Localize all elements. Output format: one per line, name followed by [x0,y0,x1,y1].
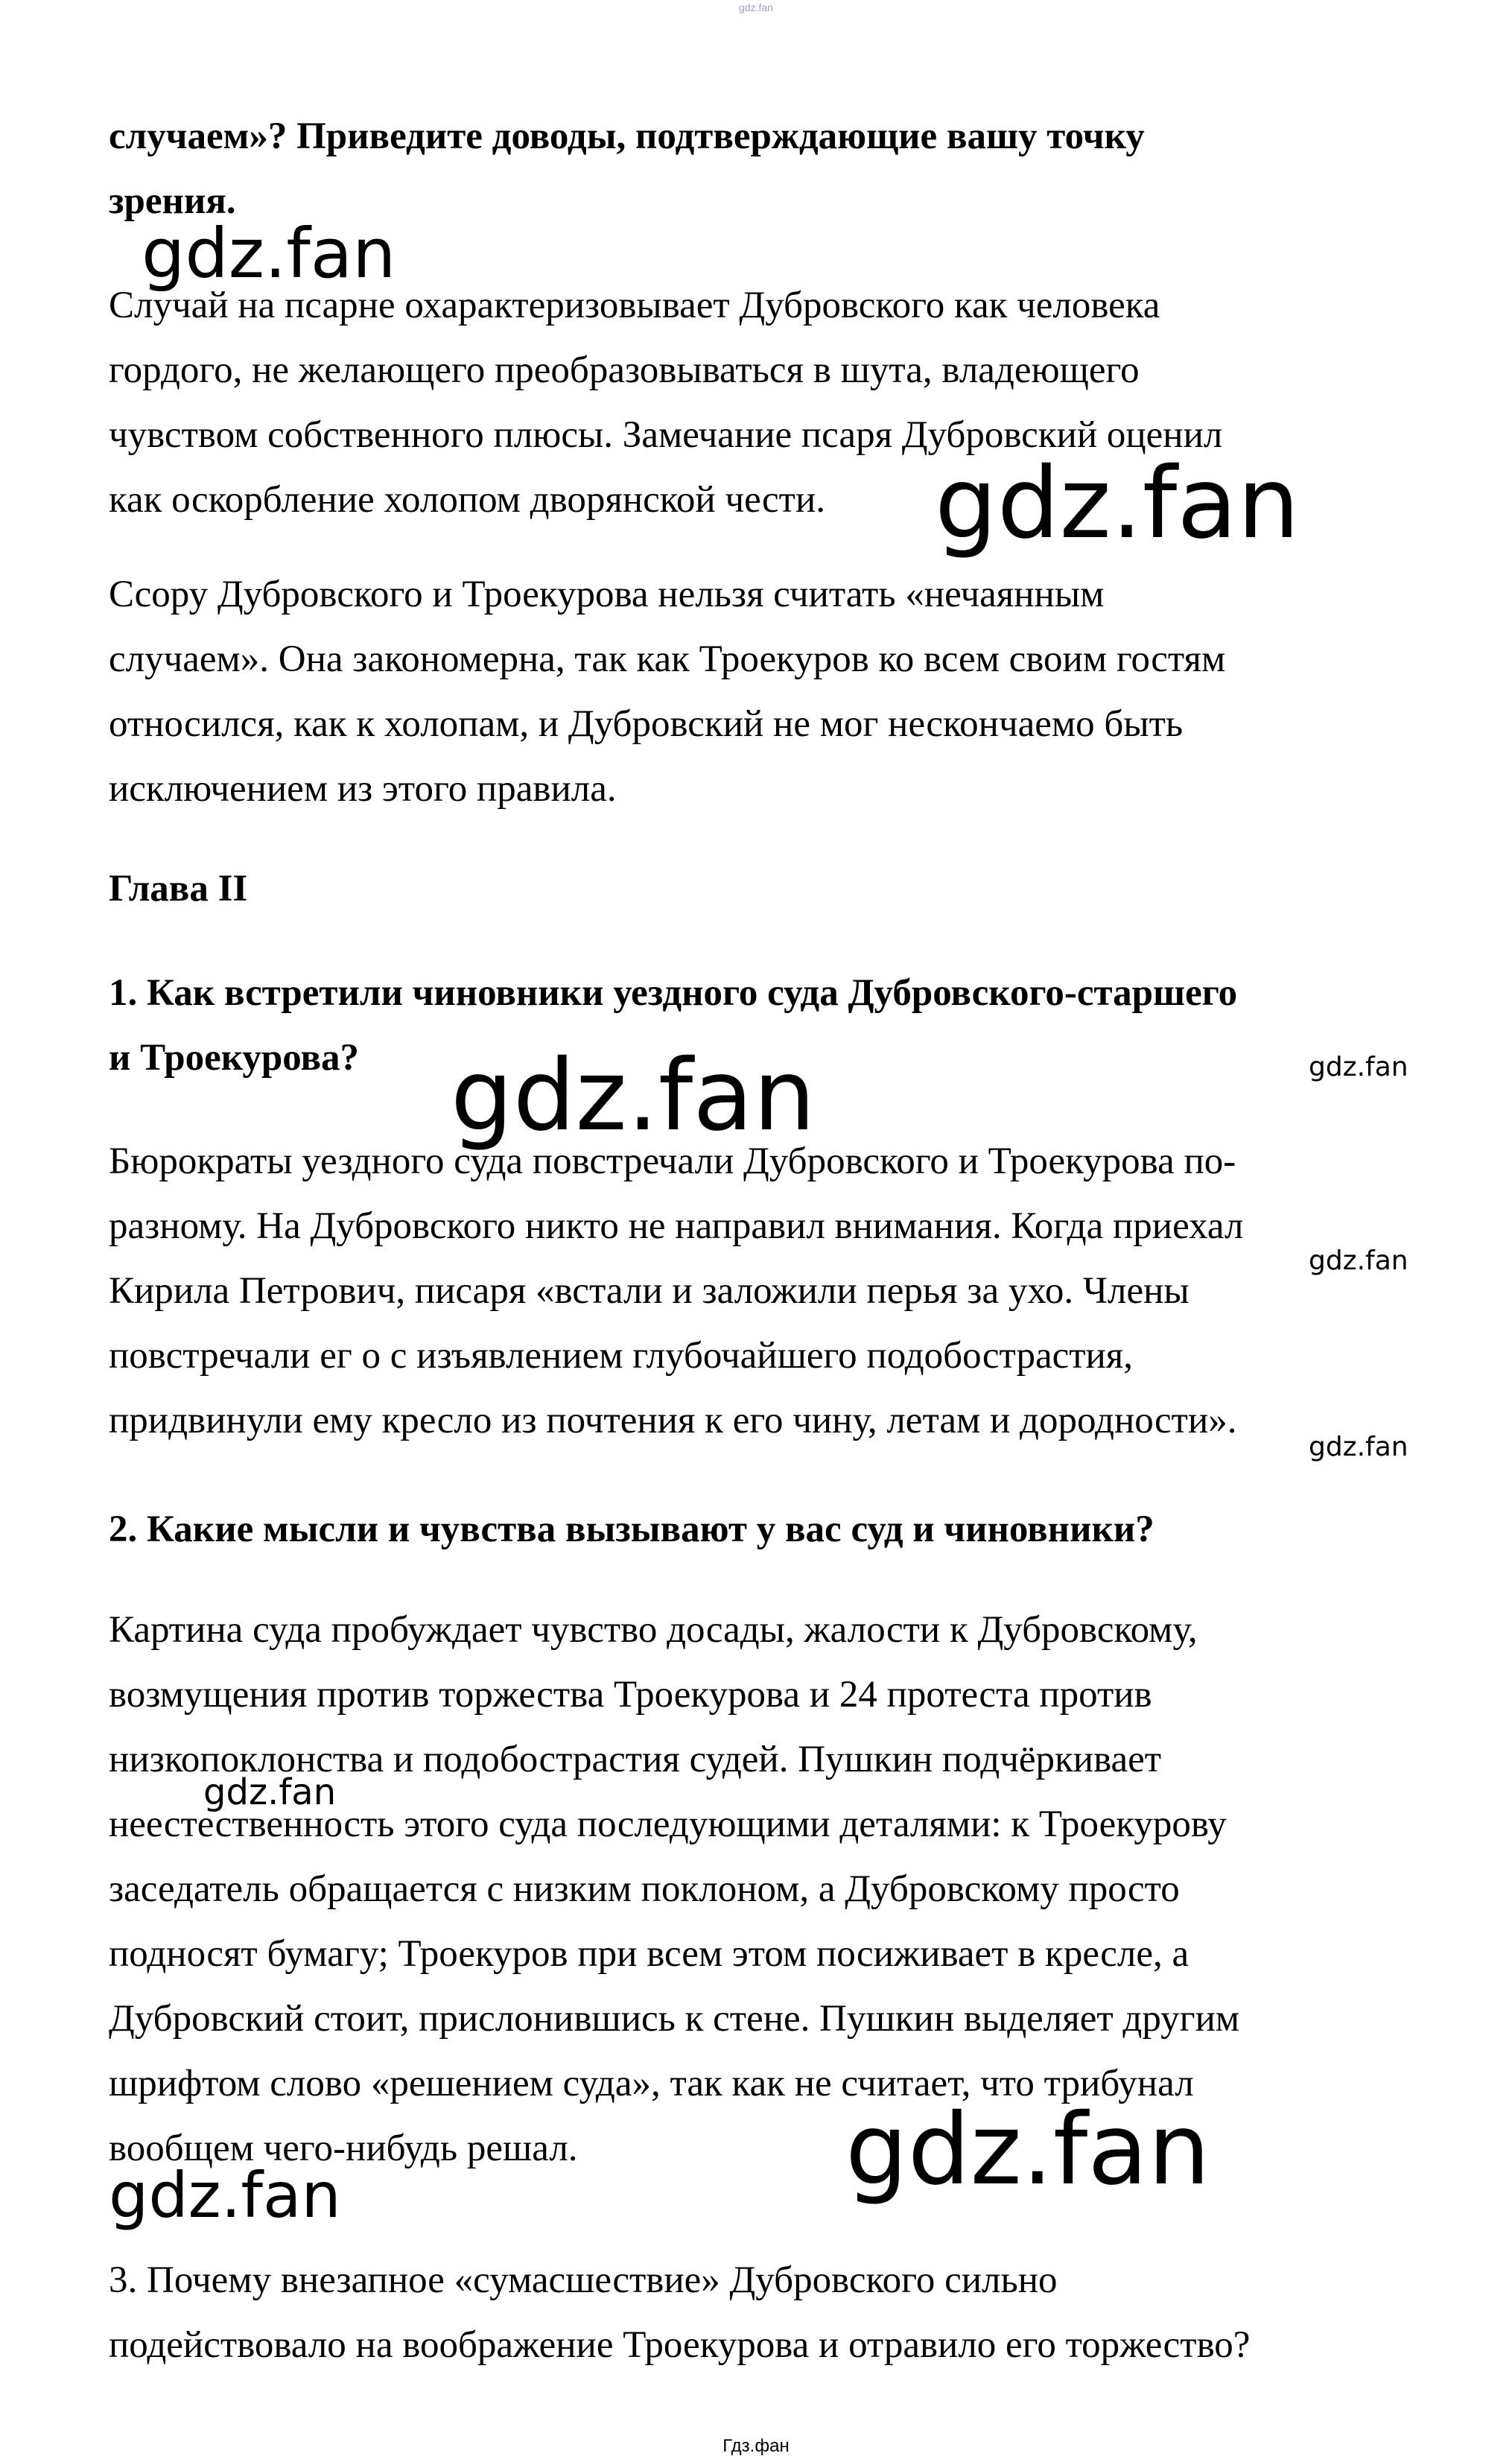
text-line: Случай на псарне охарактеризовывает Дубровского как человека [109,285,1160,326]
answer-2 [109,1598,1435,2181]
text-line: низкопоклонства и подобострастия судей. Пушкин подчёркивает [109,1739,1162,1780]
text-line: гордого, не желающего преобразовываться в шута, владеющего [109,349,1140,391]
text-line: вообщем чего-нибудь решал. [109,2128,578,2169]
text-line: разному. На Дубровского никто не направил внимания. Когда приехал [109,1205,1244,1247]
watermark: gdz.fan [1309,1432,1408,1462]
text-line: Ссору Дубровского и Троекурова нельзя считать «нечаянным [109,574,1105,615]
text-line: подносят бумагу; Троекуров при всем этом посиживает в кресле, а [109,1933,1189,1975]
text-line: зрения. [109,180,236,222]
text-line: 1. Как встретили чиновники уездного суда Дубровского-старшего [109,972,1238,1014]
answer-1 [109,1129,1435,1453]
watermark: gdz.fan [935,446,1300,561]
text-line: 3. Почему внезапное «сумасшествие» Дубровского сильно [109,2259,1058,2301]
text-line: заседатель обращается с низким поклоном, а Дубровскому просто [109,1868,1180,1910]
footer-mark: Гдз.фан [722,2436,790,2456]
chapter-title: Глава II [109,868,248,910]
text-line: шрифтом слово «решением суда», так как не считает, что трибунал [109,2063,1194,2104]
text-line: возмущения против торжества Троекурова и 24 протеста против [109,1674,1152,1716]
text-line: как оскорбление холопом дворянской чести. [109,479,826,521]
text-line: и Троекурова? [109,1037,360,1079]
text-line: Картина суда пробуждает чувство досады, жалости к Дубровскому, [109,1609,1198,1651]
text-line: Кирила Петрович, писаря «встали и заложили перья за ухо. Члены [109,1270,1189,1312]
watermark: gdz.fan [1309,1052,1408,1082]
watermark: gdz.fan [109,2159,341,2232]
text-line: исключением из этого правила. [109,768,617,810]
text-line: чувством собственного плюсы. Замечание псаря Дубровский оценил [109,414,1223,456]
answer-prev-paragraph-2 [109,562,1435,822]
question-2 [109,1497,1435,1562]
watermark: gdz.fan [451,1038,816,1153]
text-line: относился, как к холопам, и Дубровский не мог нескончаемо быть [109,703,1184,745]
text-line: неестественность этого суда последующими деталями: к Троекурову [109,1803,1227,1845]
question-3 [109,2248,1435,2378]
text-line: повстречали ег о с изъявлением глубочайшего подобострастия, [109,1335,1134,1377]
watermark: gdz.fan [1309,1246,1408,1276]
text-line: Дубровский стоит, прислонившись к стене. Пушкин выделяет другим [109,1998,1240,2040]
watermark: gdz.fan [203,1771,337,1813]
text-line: случаем». Она закономерна, так как Троекуров ко всем своим гостям [109,638,1226,680]
watermark: gdz.fan [845,2093,1210,2207]
text-line: случаем»? Приведите доводы, подтверждающие вашу точку [109,115,1145,157]
text-line: Бюрократы уездного суда повстречали Дубровского и Троекурова по- [109,1140,1236,1182]
watermark: gdz.fan [142,214,396,294]
text-line: придвинули ему кресло из почтения к его чину, летам и дородности». [109,1400,1237,1441]
header-mark: gdz.fan [739,1,773,13]
text-line: 2. Какие мысли и чувства вызывают у вас суд и чиновники? [109,1508,1154,1550]
text-line: подействовало на воображение Троекурова и отравило его торжество? [109,2324,1251,2366]
